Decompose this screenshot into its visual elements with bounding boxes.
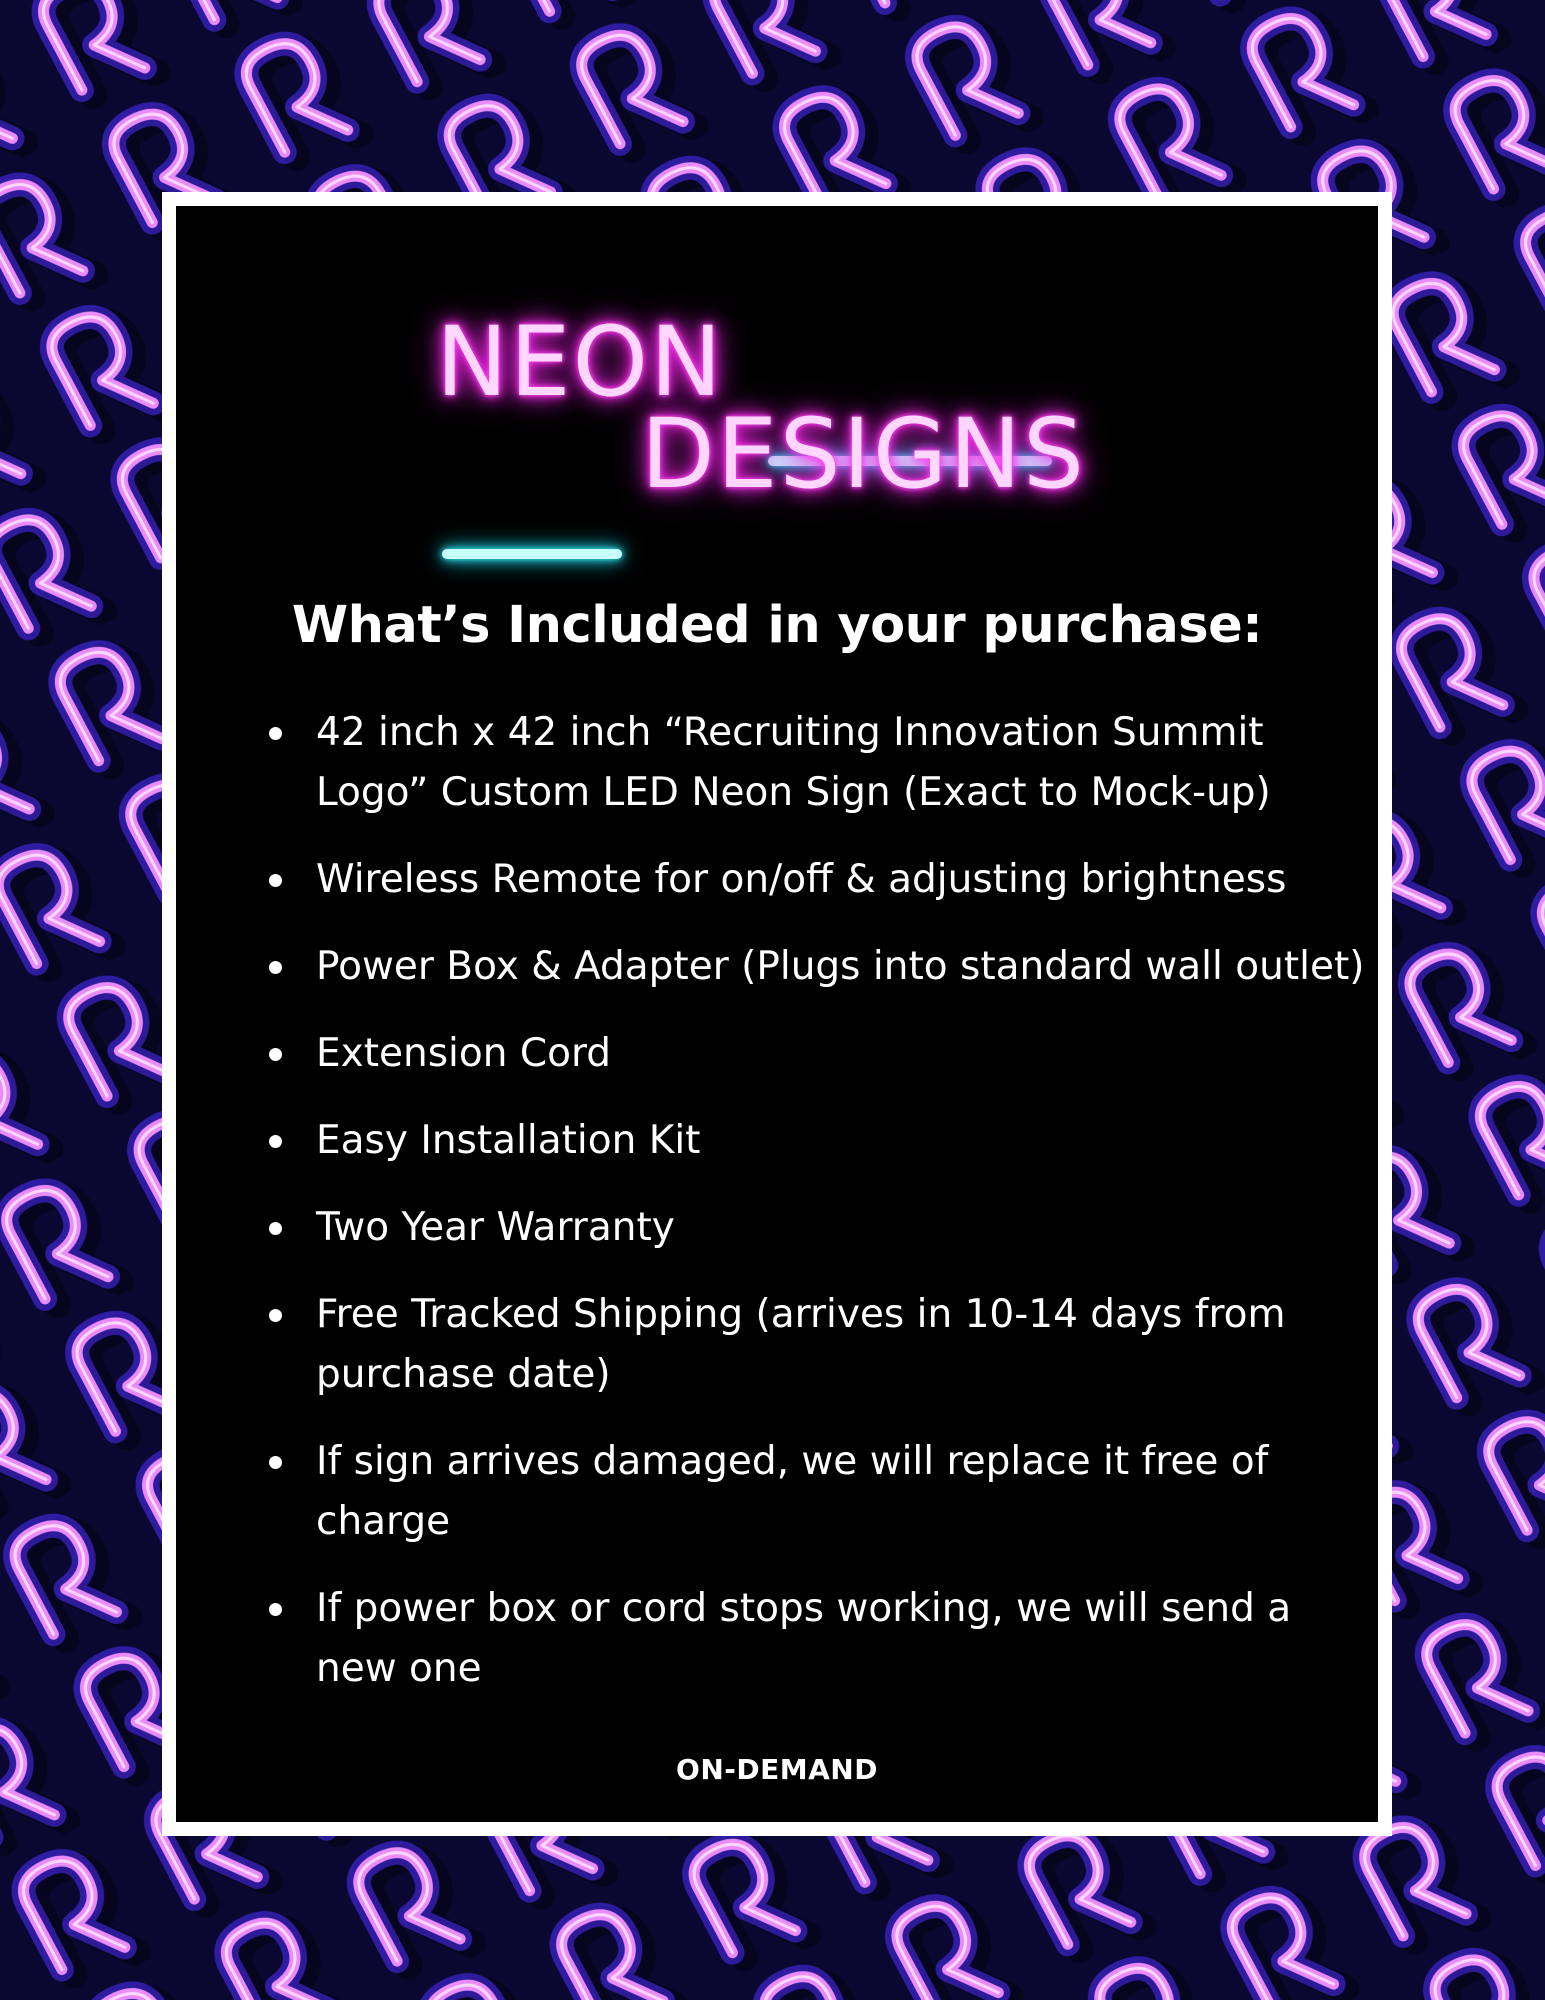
list-item: [236, 1579, 1376, 1699]
page-title: What’s Included in your purchase:: [291, 596, 1263, 655]
bullet-icon: [269, 727, 282, 740]
list-item: [236, 1111, 1376, 1171]
list-item: [236, 1432, 1376, 1552]
list-item-text: 42 inch x 42 inch “Recruiting Innovation Summit Logo” Custom LED Neon Sign (Exact to Mock-up): [316, 710, 1271, 815]
list-item-text: Wireless Remote for on/off & adjusting brightness: [316, 857, 1287, 902]
list-item: [236, 1024, 1376, 1084]
list-item-text: If sign arrives damaged, we will replace it free of charge: [316, 1439, 1269, 1544]
frame: [162, 192, 1392, 1836]
list-item-text: Easy Installation Kit: [316, 1118, 701, 1163]
logo-cyan-bar-bottom: [442, 549, 622, 559]
bullet-icon: [269, 1309, 282, 1322]
list-item-text: If power box or cord stops working, we will send a new one: [316, 1586, 1292, 1691]
list-item: [236, 1198, 1376, 1258]
logo-word-neon: NEON: [436, 306, 724, 418]
bullet-icon: [269, 1456, 282, 1469]
list-item-text: Free Tracked Shipping (arrives in 10-14 days from purchase date): [316, 1292, 1286, 1397]
list-item: [236, 850, 1376, 910]
bullet-icon: [269, 1603, 282, 1616]
list-item-text: Power Box & Adapter (Plugs into standard wall outlet): [316, 944, 1365, 989]
content-panel: [176, 206, 1378, 1822]
included-items-list: [236, 703, 1376, 1726]
footer-label: ON-DEMAND: [676, 1753, 878, 1786]
list-item: [236, 1285, 1376, 1405]
bullet-icon: [269, 1135, 282, 1148]
bullet-icon: [269, 961, 282, 974]
logo-word-designs: DESIGNS: [641, 398, 1086, 510]
neon-designs-logo: [436, 306, 1086, 526]
list-item-text: Two Year Warranty: [316, 1205, 675, 1250]
bullet-icon: [269, 1222, 282, 1235]
list-item-text: Extension Cord: [316, 1031, 612, 1076]
list-item: [236, 937, 1376, 997]
list-item: [236, 703, 1376, 823]
bullet-icon: [269, 874, 282, 887]
bullet-icon: [269, 1048, 282, 1061]
